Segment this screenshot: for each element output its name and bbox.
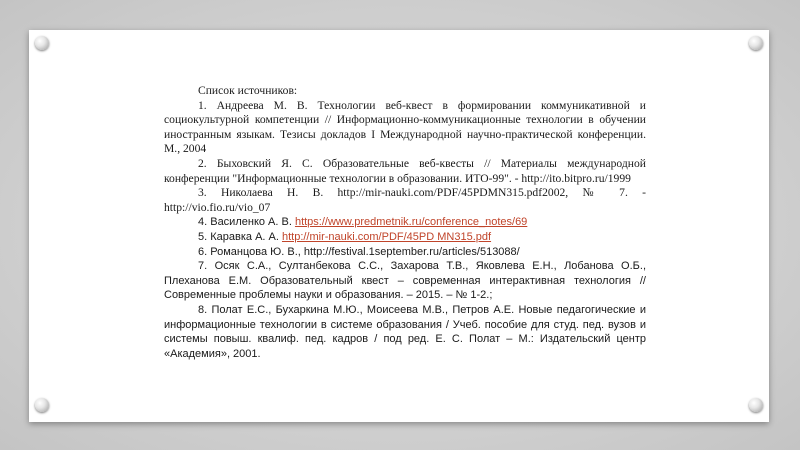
reference-list (164, 84, 646, 361)
list-heading: Список источников: (198, 84, 298, 97)
reference-item-3: 3. Николаева Н. В. http://mir-nauki.com/PDF/45PDMN315.pdf2002, № 7. - http://vio.fio.ru/vio_07 (164, 186, 646, 214)
reference-item-4 (164, 215, 646, 230)
reference-4-author: 4. Василенко А. В. (198, 216, 295, 229)
reference-item-2: 2. Быховский Я. С. Образовательные веб-квесты // Материалы международной конференции "Информационные технологии в образовании. ИТО-99". - http://ito.bitpro.ru/1999 (164, 156, 646, 185)
reference-item-1: 1. Андреева М. В. Технологии веб-квест в формировании коммуникативной и социокультурной компетенции // Информационно-коммуникационные технологии в обучении иностранным языкам. Тезисы докладов I Международной научно-практической конференции. М., 2004 (164, 98, 646, 156)
reference-item-7: 7. Осяк С.А., Султанбекова С.С., Захарова Т.В., Яковлева Е.Н., Лобанова О.Б., Плеханова Е.М. Образовательный квест – современная интерактивная технология // Современные проблемы науки и образования. – 2015. – № 1-2.; (164, 260, 646, 302)
pin-icon (35, 36, 49, 50)
reference-item-6: 6. Романцова Ю. В., http://festival.1september.ru/articles/513088/ (198, 245, 520, 258)
reference-4-link[interactable]: https://www.predmetnik.ru/conference_notes/69 (294, 216, 528, 229)
reference-5-link[interactable]: http://mir-nauki.com/PDF/45PD MN315.pdf (281, 230, 492, 243)
reference-item-8: 8. Полат Е.С., Бухаркина М.Ю., Моисеева М.В., Петров А.Е. Новые педагогические и информационные технологии в системе образования / Учеб. пособие для студ. пед. вузов и системы повыш. квалиф. пед. кадров / под ред. Е. С. Полат – М.: Издательский центр «Академия», 2001. (164, 303, 646, 360)
reference-item-5 (164, 230, 646, 245)
pin-icon (749, 398, 763, 412)
pin-icon (749, 36, 763, 50)
pin-icon (35, 398, 49, 412)
reference-5-author: 5. Каравка А. А. (198, 230, 282, 243)
